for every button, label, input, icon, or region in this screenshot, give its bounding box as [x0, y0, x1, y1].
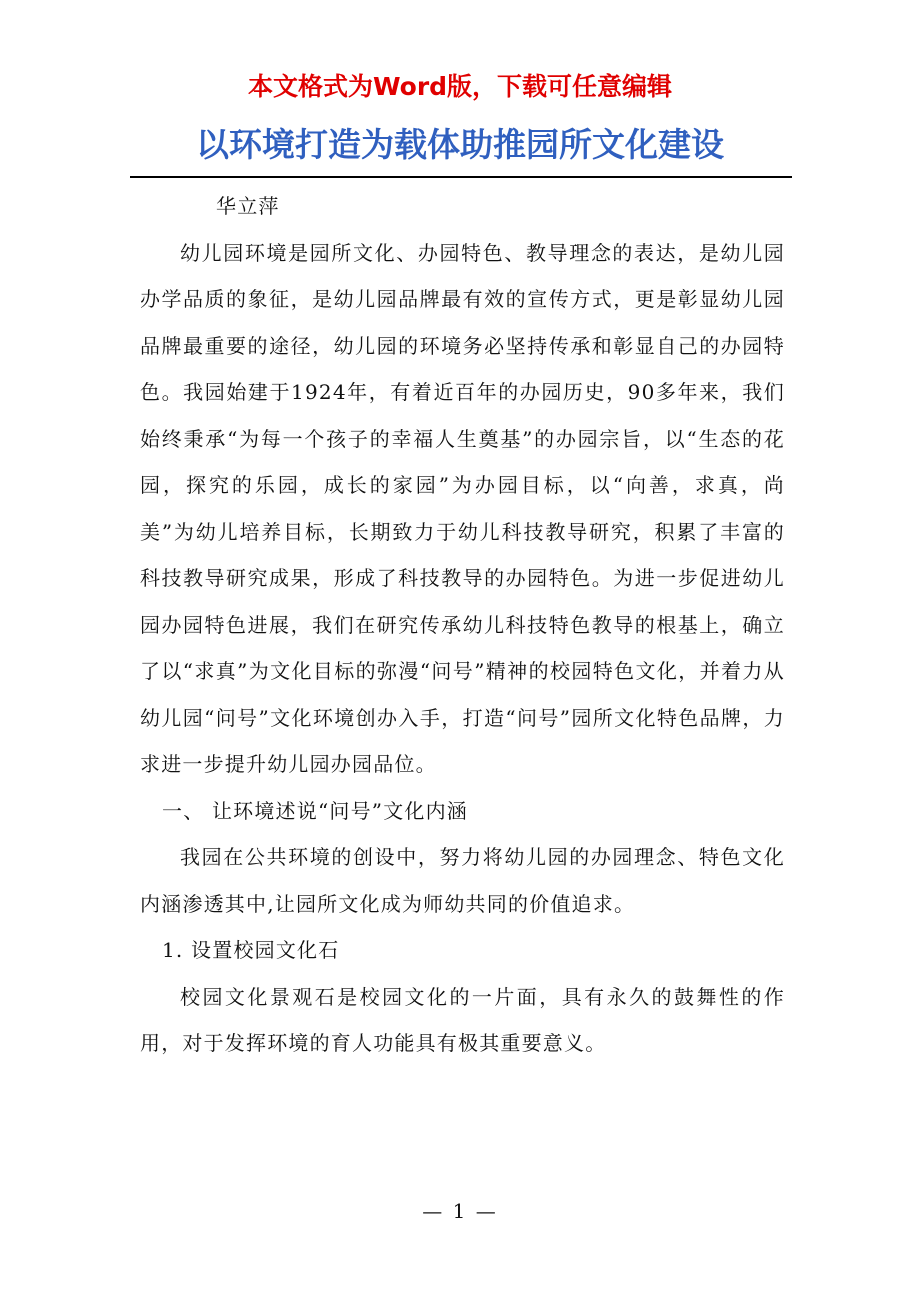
download-banner: 本文格式为Word版，下载可任意编辑: [247, 72, 673, 101]
document-body: [140, 183, 785, 1067]
author-name: 华立萍: [216, 194, 280, 218]
document-title: 以环境打造为载体助推园所文化建设: [196, 125, 724, 164]
section-paragraph: 我园在公共环境的创设中，努力将幼儿园的办园理念、特色文化内涵渗透其中,让园所文化成为师幼共同的价值追求。: [140, 845, 785, 916]
section-heading: 一、 让环境述说“问号”文化内涵: [162, 798, 469, 823]
intro-paragraph: 幼儿园环境是园所文化、办园特色、教导理念的表达，是幼儿园办学品质的象征，是幼儿园品牌最有效的宣传方式，更是彰显幼儿园品牌最重要的途径，幼儿园的环境务必坚持传承和彰显自己的办园特色。我园始建于1924年，有着近百年的办园历史，90多年来，我们始终秉承“为每一个孩子的幸福人生奠基”的办园宗旨，以“生态的花园，探究的乐园，成长的家园”为办园目标，以“向善，求真，尚美”为幼儿培养目标，长期致力于幼儿科技教导研究，积累了丰富的科技教导研究成果，形成了科技教导的办园特色。为进一步促进幼儿园办园特色进展，我们在研究传承幼儿科技特色教导的根基上，确立了以“求真”为文化目标的弥漫“问号”精神的校园特色文化，并着力从幼儿园“问号”文化环境创办入手，打造“问号”园所文化特色品牌，力求进一步提升幼儿园办园品位。: [140, 240, 785, 776]
subsection-heading: 1. 设置校园文化石: [162, 938, 340, 962]
page-number: — 1 —: [422, 1199, 498, 1223]
subsection-paragraph: 校园文化景观石是校园文化的一片面，具有永久的鼓舞性的作用，对于发挥环境的育人功能具有极其重要意义。: [140, 984, 785, 1055]
title-divider: [130, 176, 792, 178]
